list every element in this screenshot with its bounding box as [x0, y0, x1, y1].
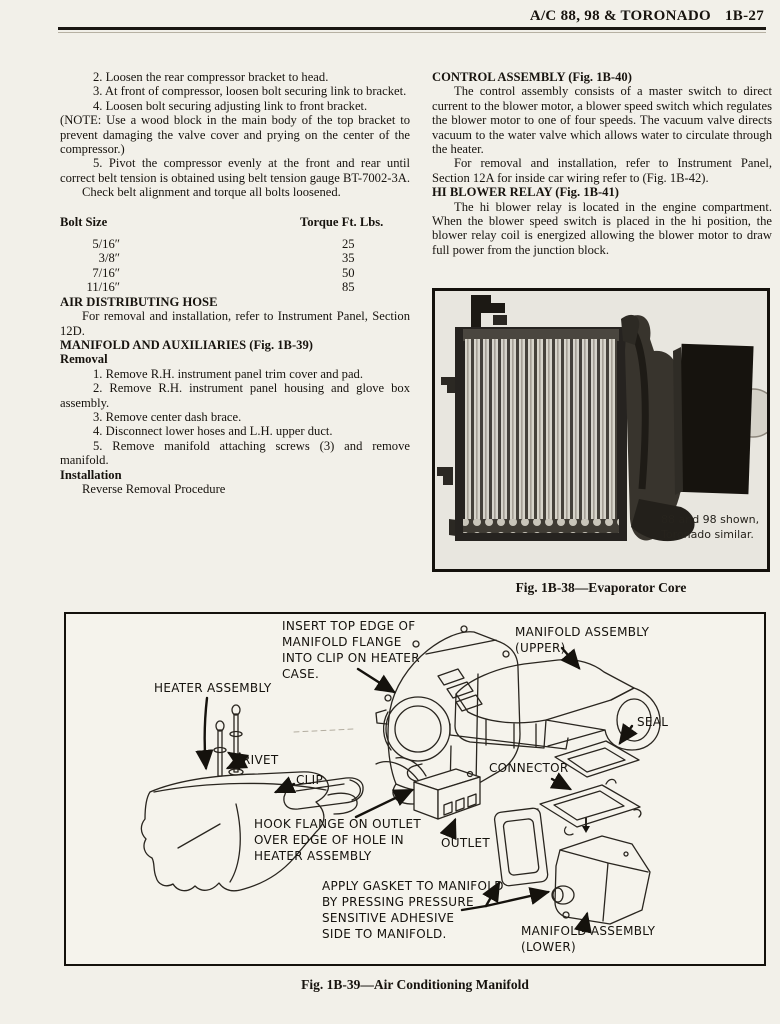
control-paragraph: The control assembly consists of a master switch to direct current to the blower motor, a blower speed switch which regulates the blower motor to one of four speeds. The vacuum valve directs vacuum to the water valve which allows water to circulate through the heater. — [432, 84, 772, 157]
section-heading-air-distributing-hose: AIR DISTRIBUTING HOSE — [60, 294, 218, 309]
table-row — [60, 266, 410, 280]
torque-table-col2: Torque Ft. Lbs. — [300, 214, 384, 229]
gasket-drawing — [494, 807, 549, 886]
bolt-size: 3/8″ — [98, 251, 120, 266]
header-rule — [58, 27, 766, 30]
procedure-step: 4. Disconnect lower hoses and L.H. upper duct. — [93, 424, 333, 439]
torque-value: 35 — [342, 251, 355, 266]
table-row — [60, 237, 410, 251]
torque-value: 50 — [342, 265, 355, 280]
relay-plate — [676, 344, 753, 494]
photo-annotation: 88 and 98 shown, Toronado similar. — [661, 513, 760, 541]
procedure-step: 4. Loosen bolt securing adjusting link to front bracket. — [93, 98, 368, 113]
section-heading-hi-blower-relay: HI BLOWER RELAY (Fig. 1B-41) — [432, 185, 619, 200]
page-number: 1B-27 — [725, 8, 764, 24]
installation-body: Reverse Removal Procedure — [82, 481, 226, 496]
figure-manifold-diagram — [64, 612, 766, 966]
bolt-size: 7/16″ — [92, 265, 120, 280]
torque-value: 85 — [342, 280, 355, 295]
figure-caption-1b39: Fig. 1B-39—Air Conditioning Manifold — [301, 977, 529, 992]
subheading-installation: Installation — [60, 467, 122, 482]
procedure-step: 3. Remove center dash brace. — [93, 409, 242, 424]
right-column — [432, 70, 772, 257]
figure-caption-1b38: Fig. 1B-38—Evaporator Core — [515, 580, 687, 595]
page-header-title: A/C 88, 98 & TORONADO — [529, 8, 711, 24]
torque-table-col1: Bolt Size — [60, 214, 108, 229]
arrow-heater-assembly — [205, 698, 207, 768]
torque-value: 25 — [342, 237, 355, 252]
torque-table — [60, 237, 410, 295]
table-row — [60, 251, 410, 265]
bracket-tab — [493, 315, 507, 325]
diagram-label-rivet: RIVET — [242, 753, 279, 767]
arrow-outlet — [450, 820, 455, 832]
air-hose-body: For removal and installation, refer to Instrument Panel, Section 12D. — [60, 309, 410, 338]
core-fins — [465, 339, 617, 519]
procedure-step: 2. Remove R.H. instrument panel housing and glove box assembly. — [60, 381, 410, 410]
procedure-step: 1. Remove R.H. instrument panel trim cover and pad. — [93, 366, 364, 381]
note-paragraph: (NOTE: Use a wood block in the main body of the top bracket to prevent damaging the valve cover and prying on the center of the compressor.) — [60, 113, 410, 157]
diagram-label-manifold-lower: MANIFOLD ASSEMBLY (LOWER) — [521, 924, 656, 954]
procedure-step: 3. At front of compressor, loosen bolt securing link to bracket. — [93, 84, 407, 99]
diagram-label-clip: CLIP — [296, 773, 324, 787]
section-heading-manifold-auxiliaries: MANIFOLD AND AUXILIARIES (Fig. 1B-39) — [60, 337, 313, 352]
arrow-connector — [552, 779, 570, 789]
section-heading-control-assembly: CONTROL ASSEMBLY (Fig. 1B-40) — [432, 70, 632, 84]
diagram-label-apply-gasket: APPLY GASKET TO MANIFOLD BY PRESSING PRESSURE SENSITIVE ADHESIVE SIDE TO MANIFOLD. — [322, 879, 504, 941]
figure-evaporator-photo — [432, 288, 770, 572]
procedure-step: 5. Pivot the compressor evenly at the front and rear until correct belt tension is obtained using belt tension gauge BT-7002-3A. — [60, 156, 410, 185]
procedure-step: 2. Loosen the rear compressor bracket to head. — [93, 70, 329, 84]
procedure-step: 5. Remove manifold attaching screws (3) and remove manifold. — [60, 438, 410, 468]
diagram-label-heater-assembly: HEATER ASSEMBLY — [154, 681, 272, 695]
header-rule-shadow — [58, 32, 766, 33]
table-row — [60, 280, 410, 294]
diagram-label-hook-flange: HOOK FLANGE ON OUTLET OVER EDGE OF HOLE IN HEATER ASSEMBLY — [254, 817, 422, 863]
bolt-size: 5/16″ — [92, 237, 120, 252]
core-bottom-loops — [463, 519, 619, 533]
diagram-label-manifold-upper: MANIFOLD ASSEMBLY (UPPER) — [515, 625, 650, 655]
diagram-label-insert-clip: INSERT TOP EDGE OF MANIFOLD FLANGE INTO CLIP ON HEATER CASE. — [282, 619, 420, 681]
check-line: Check belt alignment and torque all bolts loosened. — [82, 185, 341, 200]
control-paragraph: For removal and installation, refer to Instrument Panel, Section 12A for inside car wiring refer to (Fig. 1B-42). — [432, 156, 772, 185]
diagram-label-connector: CONNECTOR — [489, 761, 569, 775]
diagram-label-seal: SEAL — [637, 715, 669, 729]
relay-paragraph: The hi blower relay is located in the engine compartment. When the blower speed switch is placed in the hi position, the blower relay coil is energized allowing the blower motor to draw full power from the junction block. — [432, 199, 772, 257]
subheading-removal: Removal — [60, 352, 108, 367]
bolt-size: 11/16″ — [86, 280, 120, 295]
page-header — [530, 8, 764, 25]
torque-table-header — [60, 215, 410, 229]
manifold-upper-drawing — [450, 660, 660, 763]
left-column — [60, 70, 410, 496]
diagram-label-outlet: OUTLET — [441, 836, 490, 850]
